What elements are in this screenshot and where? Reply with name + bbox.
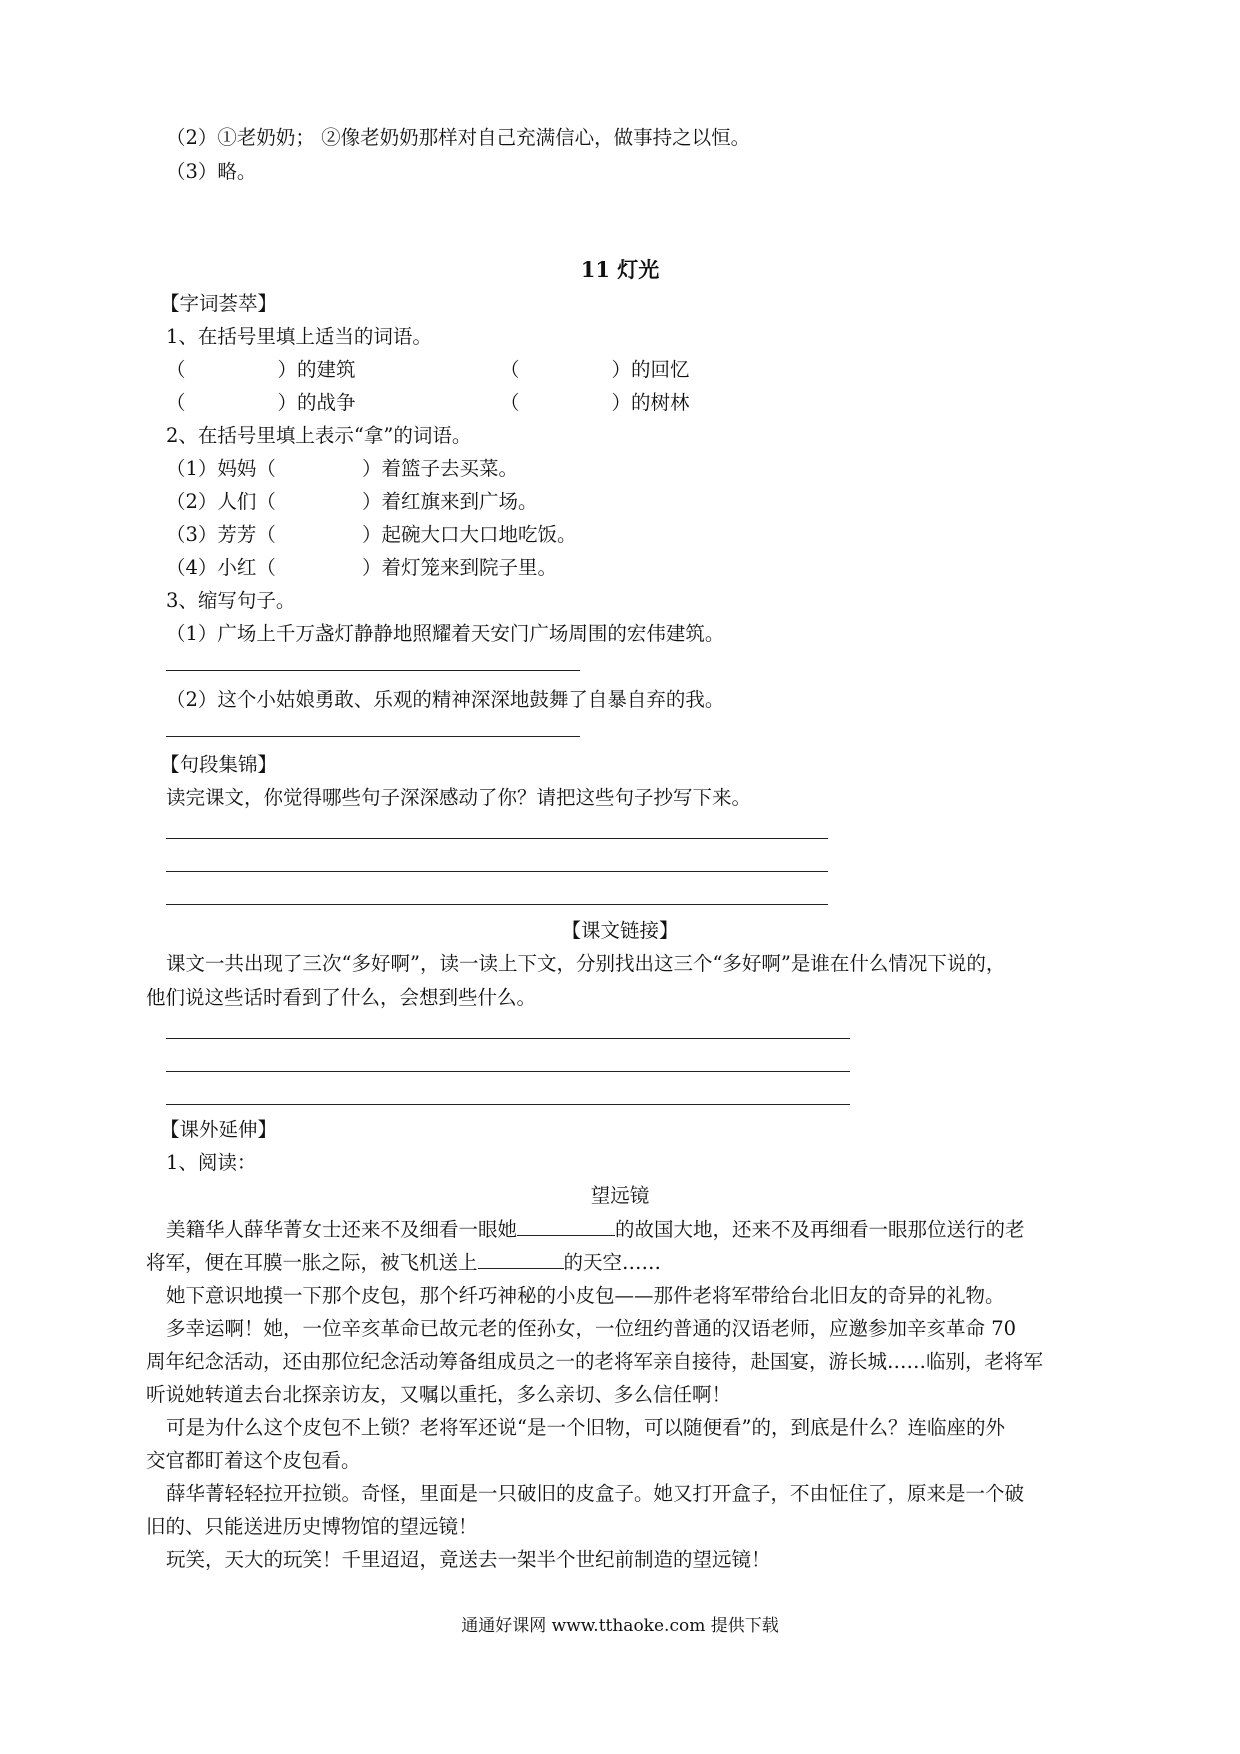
story-line: 周年纪念活动，还由那位纪念活动筹备组成员之一的老将军亲自接待，赴国宴，游长城……临别，老将军	[146, 1350, 1044, 1373]
kewen-text-line: 他们说这些话时看到了什么，会想到些什么。	[146, 986, 537, 1009]
page-footer: 通通好课网 www.tthaoke.com 提供下载	[461, 1616, 779, 1636]
answer-3: （3）略。	[166, 160, 257, 183]
fill-blank-row: （ ）的树林	[500, 391, 690, 414]
juduan-prompt: 读完课文，你觉得哪些句子深深感动了你？请把这些句子抄写下来。	[166, 786, 752, 809]
fill-suffix: 的战争	[297, 391, 356, 414]
question-3: 3、缩写句子。	[166, 589, 296, 612]
section-heading-kewen: 【课文链接】	[561, 919, 679, 942]
fill-suffix: 着红旗来到广场。	[381, 490, 538, 513]
fill-prefix: （1）妈妈	[166, 457, 257, 480]
section-heading-juduan: 【句段集锦】	[160, 753, 278, 776]
fill-blank-row: （ ）的战争	[166, 391, 356, 414]
answer-line	[166, 1071, 850, 1072]
kewen-text-line: 课文一共出现了三次“多好啊”，读一读上下文，分别找出这三个“多好啊”是谁在什么情况下说的，	[166, 952, 1006, 975]
section-heading-zici: 【字词荟萃】	[160, 292, 278, 315]
question-2: 2、在括号里填上表示“拿”的词语。	[166, 424, 472, 447]
fill-suffix: 着篮子去买菜。	[381, 457, 518, 480]
story-line: 听说她转道去台北探亲访友，又嘱以重托，多么亲切、多么信任啊！	[146, 1383, 732, 1406]
answer-2: （2）①老奶奶； ②像老奶奶那样对自己充满信心，做事持之以恒。	[166, 126, 751, 149]
fill-prefix: （3）芳芳	[166, 523, 257, 546]
story-title: 望远镜	[590, 1184, 650, 1207]
story-line: 多幸运啊！她，一位辛亥革命已故元老的侄孙女，一位纽约普通的汉语老师，应邀参加辛亥革命 70	[166, 1317, 1017, 1340]
fill-blank-row: （1）妈妈（ ）着篮子去买菜。	[166, 457, 518, 480]
question-1: 1、在括号里填上适当的词语。	[166, 325, 432, 348]
answer-line	[166, 871, 828, 872]
fill-blank-row: （4）小红（ ）着灯笼来到院子里。	[166, 556, 557, 579]
story-text: 美籍华人薛华菁女士还来不及细看一眼她	[166, 1218, 518, 1241]
answer-line	[166, 670, 580, 671]
story-line: 薛华菁轻轻拉开拉锁。奇怪，里面是一只破旧的皮盒子。她又打开盒子，不由怔住了，原来是一个破	[166, 1482, 1025, 1505]
story-line: 交官都盯着这个皮包看。	[146, 1449, 361, 1472]
fill-blank-row: （ ）的回忆	[500, 358, 690, 381]
lesson-title: 11 灯光	[580, 257, 660, 282]
story-text: 将军，便在耳膜一胀之际，被飞机送上	[146, 1251, 478, 1274]
fill-blank-row: （3）芳芳（ ）起碗大口大口地吃饭。	[166, 523, 577, 546]
fill-suffix: 的树林	[631, 391, 690, 414]
story-line: 可是为什么这个皮包不上锁？老将军还说“是一个旧物，可以随便看”的，到底是什么？连临座的外	[166, 1416, 1005, 1439]
story-text: 的故国大地，还来不及再细看一眼那位送行的老	[615, 1218, 1025, 1241]
section-heading-kewai: 【课外延伸】	[160, 1118, 278, 1141]
fill-suffix: 的回忆	[631, 358, 690, 381]
story-line	[146, 1250, 661, 1275]
fill-blank-row: （2）人们（ ）着红旗来到广场。	[166, 490, 538, 513]
fill-suffix: 起碗大口大口地吃饭。	[381, 523, 577, 546]
answer-line	[166, 1104, 850, 1105]
answer-line	[166, 1038, 850, 1039]
story-line: 旧的、只能送进历史博物馆的望远镜！	[146, 1515, 478, 1538]
fill-suffix: 着灯笼来到院子里。	[381, 556, 557, 579]
answer-line	[166, 736, 580, 737]
sentence-2: （2）这个小姑娘勇敢、乐观的精神深深地鼓舞了自暴自弃的我。	[166, 688, 725, 711]
fill-prefix: （4）小红	[166, 556, 257, 579]
reading-question: 1、阅读：	[166, 1151, 257, 1174]
story-line	[166, 1217, 1025, 1242]
story-blank	[517, 1217, 615, 1236]
story-text: 的天空……	[563, 1251, 662, 1274]
answer-line	[166, 838, 828, 839]
fill-suffix: 的建筑	[297, 358, 356, 381]
story-line: 她下意识地摸一下那个皮包，那个纤巧神秘的小皮包——那件老将军带给台北旧友的奇异的礼物。	[166, 1284, 1005, 1307]
story-line: 玩笑，天大的玩笑！千里迢迢，竟送去一架半个世纪前制造的望远镜！	[166, 1548, 771, 1571]
fill-blank-row: （ ）的建筑	[166, 358, 356, 381]
fill-prefix: （2）人们	[166, 490, 257, 513]
answer-line	[166, 904, 828, 905]
story-blank	[478, 1250, 564, 1269]
sentence-1: （1）广场上千万盏灯静静地照耀着天安门广场周围的宏伟建筑。	[166, 622, 725, 645]
